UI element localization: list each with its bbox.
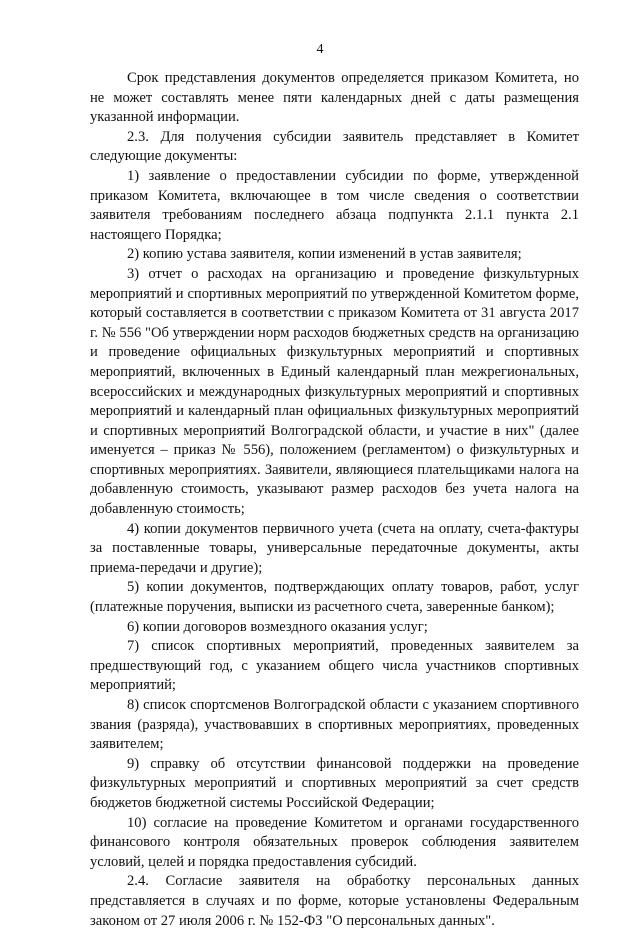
- paragraph-2-3: 2.3. Для получения субсидии заявитель представляет в Комитет следующие документы:: [90, 128, 579, 165]
- paragraph-deadline: Срок представления документов определяется приказом Комитета, но не может составлять менее пяти календарных дней с даты размещения указанной информации.: [90, 70, 579, 126]
- list-item-4: 4) копии документов первичного учета (счета на оплату, счета-фактуры за поставленные товары, универсальные передаточные документы, акты приема-передачи и другие);: [90, 520, 579, 576]
- list-item-2: 2) копию устава заявителя, копии изменений в устав заявителя;: [127, 246, 522, 263]
- paragraph-2-4: 2.4. Согласие заявителя на обработку персональных данных представляется в случаях и по форме, которые установлены Федеральным законом от 27 июля 2006 г. № 152-ФЗ "О персональных данных".: [90, 873, 579, 929]
- list-item-9: 9) справку об отсутствии финансовой поддержки на проведение физкультурных мероприятий и спортивных мероприятий за счет средств бюджетов бюджетной системы Российской Федерации;: [90, 755, 579, 811]
- list-item-3: 3) отчет о расходах на организацию и проведение физкультурных мероприятий и спортивных мероприятий по утвержденной Комитетом форме, который составляется в соответствии с приказом Комитета от 31 августа 2017 г. № 556 "Об утверждении норм расходов бюджетных средств на организацию и проведение официальных физкультурных мероприятий и спортивных мероприятий, включенных в Единый календарный план межрегиональных, всероссийских и международных физкультурных мероприятий и спортивных мероприятий и календарный план официальных физкультурных мероприятий и спортивных мероприятий Волгоградской области, и участие в них" (далее именуется – приказ № 556), положением (регламентом) о физкультурных и спортивных мероприятиях. Заявители, являющиеся плательщиками налога на добавленную стоимость, указывают размер расходов без учета налога на добавленную стоимость;: [90, 265, 579, 518]
- list-item-5: 5) копии документов, подтверждающих оплату товаров, работ, услуг (платежные поручения, выписки из расчетного счета, заверенные банком);: [90, 579, 579, 616]
- list-item-1: 1) заявление о предоставлении субсидии по форме, утвержденной приказом Комитета, включающее в том числе сведения о соответствии заявителя требованиям последнего абзаца подпункта 2.1.1 пункта 2.1 настоящего Порядка;: [90, 167, 579, 243]
- list-item-8: 8) список спортсменов Волгоградской области с указанием спортивного звания (разряда), участвовавших в спортивных мероприятиях, проведенных заявителем;: [90, 697, 579, 753]
- list-item-7: 7) список спортивных мероприятий, проведенных заявителем за предшествующий год, с указанием общего числа участников спортивных мероприятий;: [90, 638, 579, 694]
- document-body: [90, 69, 579, 931]
- page-number: 4: [316, 42, 324, 57]
- list-item-6: 6) копии договоров возмездного оказания услуг;: [127, 618, 428, 635]
- list-item-10: 10) согласие на проведение Комитетом и органами государственного финансового контроля обязательных проверок соблюдения заявителем условий, целей и порядка предоставления субсидий.: [90, 814, 579, 870]
